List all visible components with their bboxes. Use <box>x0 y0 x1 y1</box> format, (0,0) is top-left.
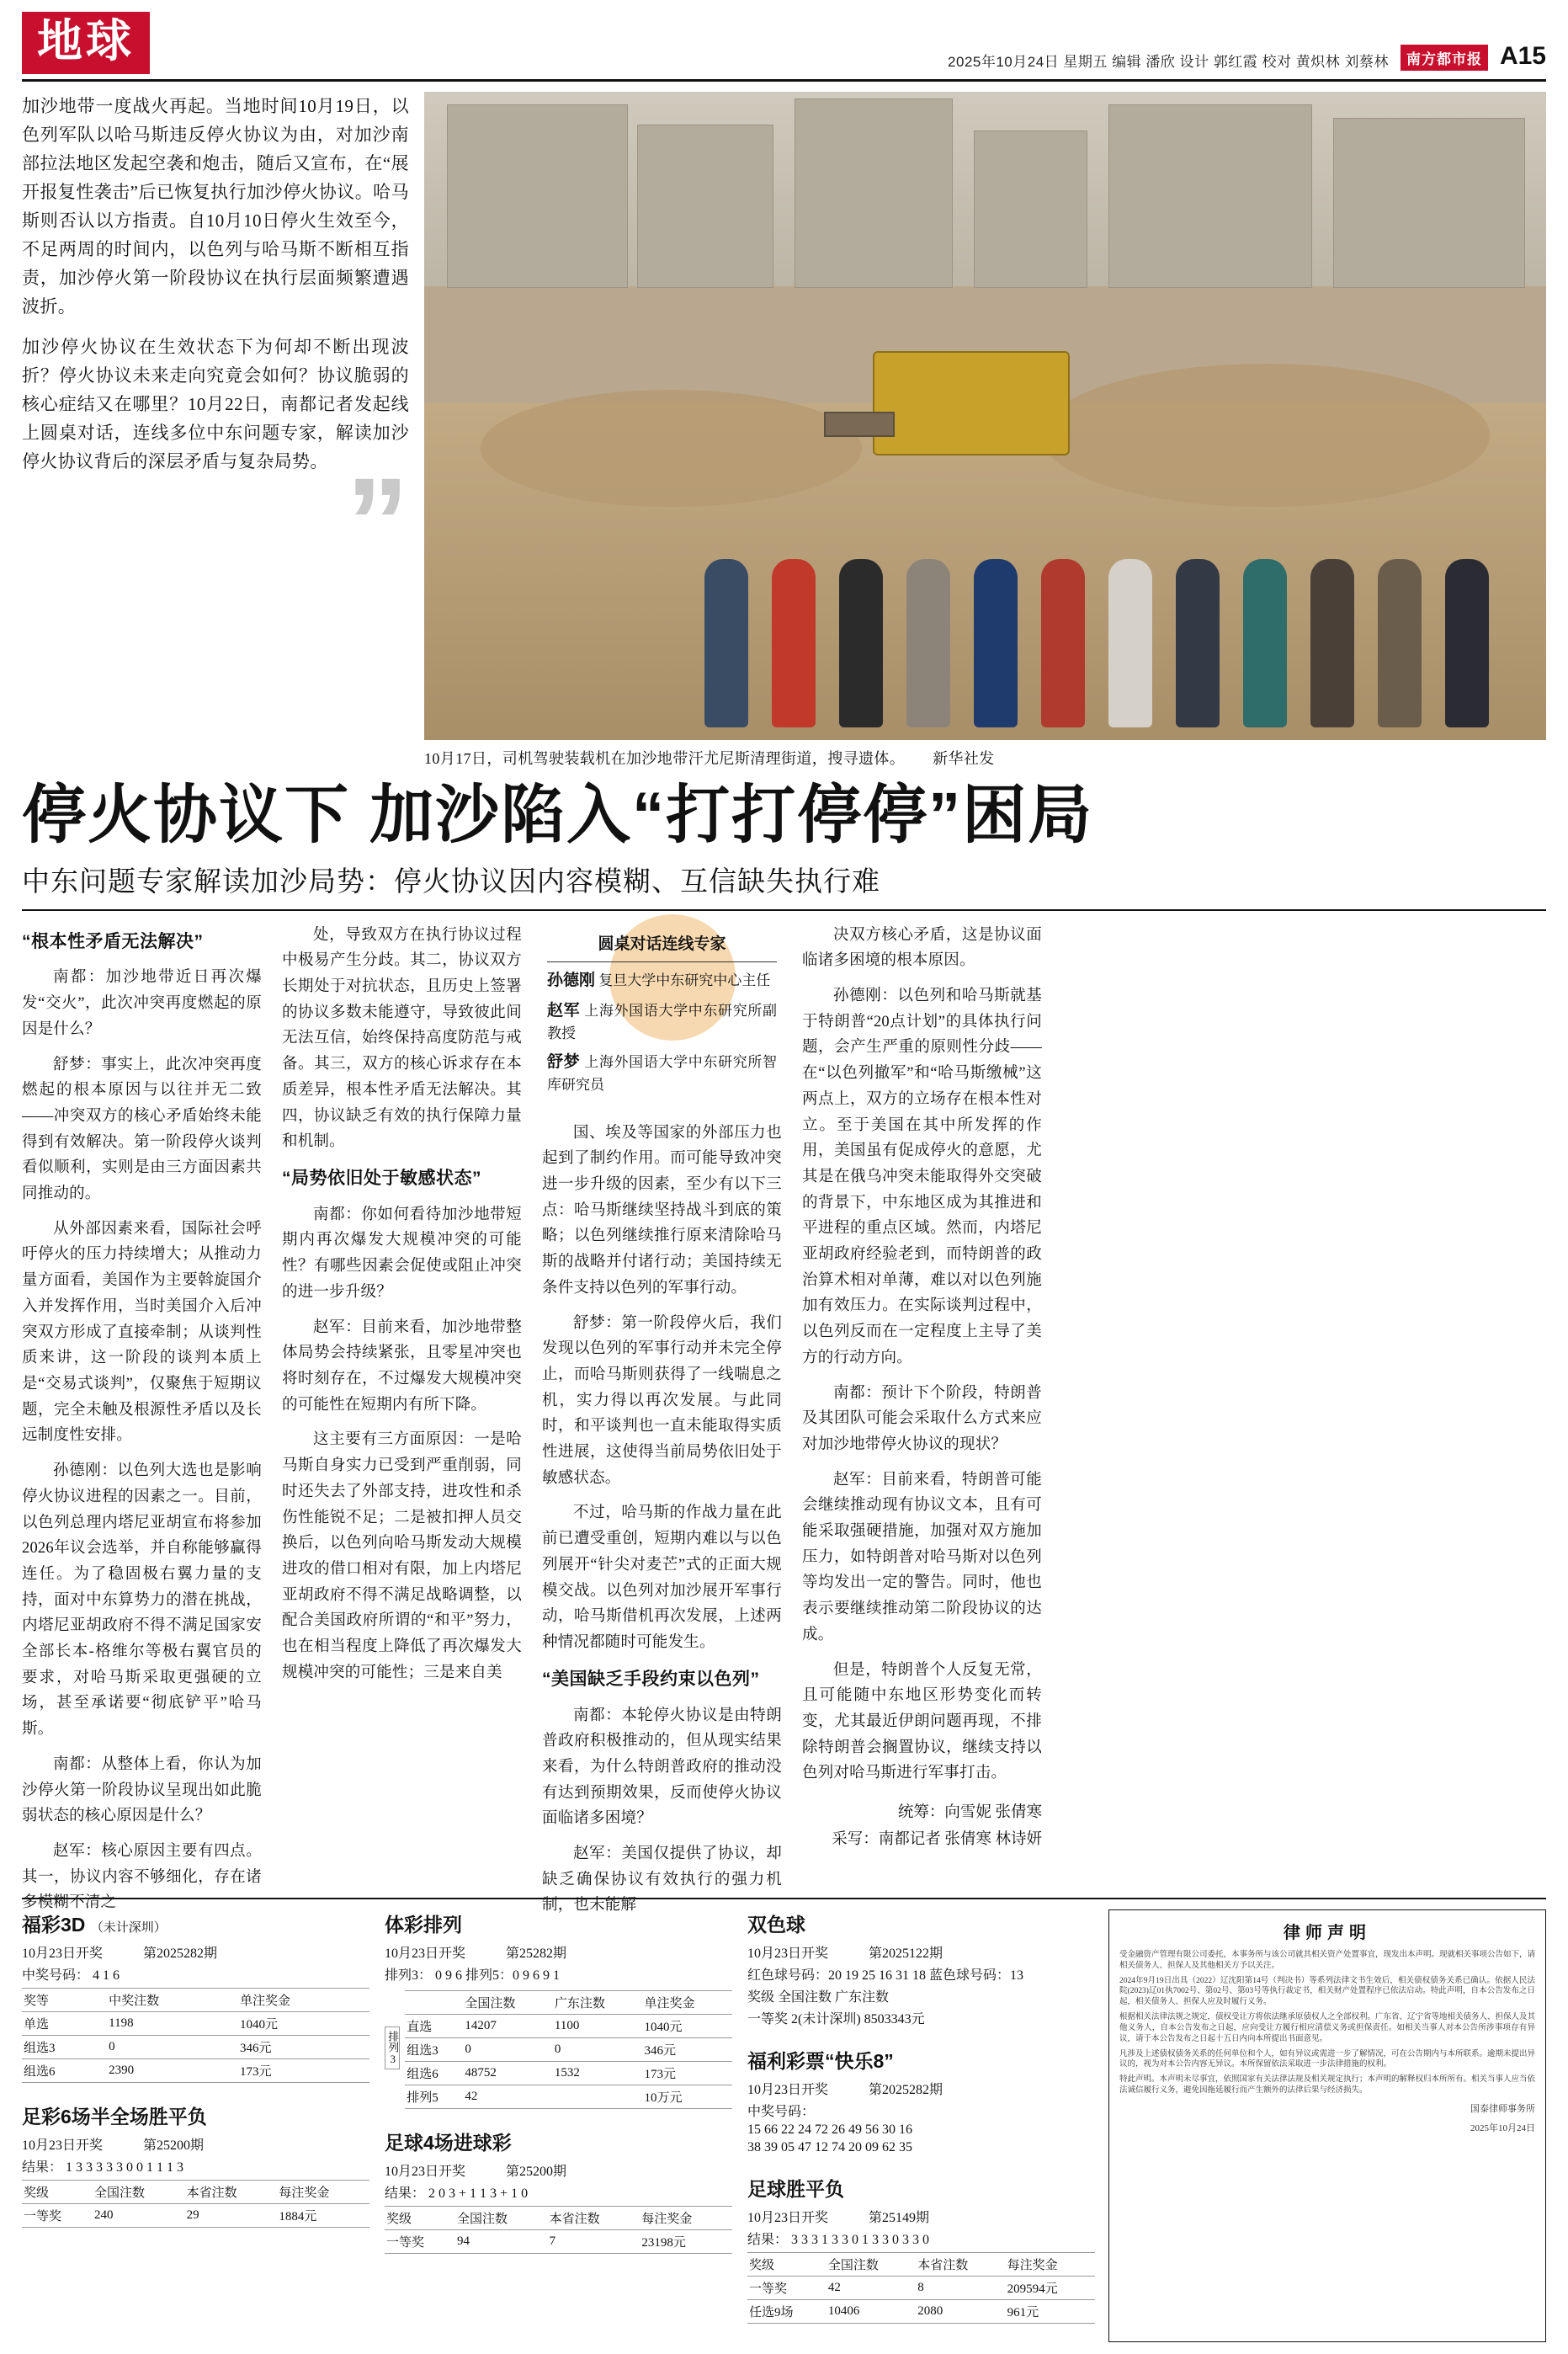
lottery-block <box>22 2101 369 2228</box>
column-header: 奖级 <box>385 2207 455 2230</box>
expert-entry <box>547 969 777 993</box>
section-heading-3: “美国缺乏手段约束以色列” <box>542 1669 760 1689</box>
prize-table <box>385 2206 732 2254</box>
lottery-draw-line <box>747 2207 1095 2226</box>
result-line: 38 39 05 47 12 74 20 09 62 35 <box>747 2140 912 2154</box>
paragraph: 赵军：目前来看，特朗普可能会继续推动现有协议文本，且有可能采取强硬措施，加强对双方施加压力，如特朗普对哈马斯对以色列等均发出一定的警告。同时，他也表示要继续推动第二阶段协议的达成。 <box>802 1471 1042 1643</box>
expert-name: 赵军 <box>547 1001 581 1020</box>
legal-body <box>1119 1950 1535 2134</box>
column-header: 每注奖金 <box>277 2181 369 2204</box>
news-photo <box>424 92 1546 740</box>
credit-line-2: 采写：南都记者 张倩寒 林诗妍 <box>832 1830 1042 1848</box>
page-subtitle: 中东问题专家解读加沙局势：停火协议因内容模糊、互信缺失执行难 <box>22 866 880 897</box>
issue-number: 第25282期 <box>506 1947 567 1961</box>
winning-numbers <box>385 1964 732 1984</box>
lottery-title <box>747 1909 1095 1937</box>
paragraph: 决双方核心矛盾，这是协议面临诸多困境的根本原因。 <box>802 926 1042 970</box>
lottery-draw-line <box>747 1942 1095 1962</box>
paragraph: 赵军：核心原因主要有四点。其一，协议内容不够细化，存在诸多模糊不清之 <box>22 1842 262 1912</box>
masthead-right <box>948 42 1546 74</box>
paragraph: 孙德刚：以色列和哈马斯就基于特朗普“20点计划”的具体执行问题，会产生严重的原则性分歧——在“以色列撤军”和“哈马斯缴械”这两点上，双方的立场存在根本性对立。至于美国在其中所发挥的作用，美国虽有促成停火的意愿，尤其是在俄乌冲突未能取得外交突破的背景下，中东地区成为其推进和平进程的重点区域。然而，内塔尼亚胡政府经验老到，而特朗普的政治算术相对单薄，难以对以色列施加有效压力。在实际谈判过程中，以色列反而在一定程度上主导了美方的行动方向。 <box>802 988 1042 1366</box>
bottom-zone <box>22 1898 1546 2342</box>
expert-title: 上海外国语大学中东研究所副教授 <box>547 1002 778 1042</box>
table-row: 单选 1198 1040元 <box>22 2012 369 2036</box>
lottery-name: 体彩排列 <box>385 1914 462 1936</box>
prize-table <box>22 1988 369 2083</box>
masthead-left <box>22 12 150 74</box>
lottery-block <box>747 1909 1095 2027</box>
credit-line-1: 统筹：向雪妮 张倩寒 <box>897 1804 1042 1822</box>
numbers-value: 4 1 6 <box>93 1968 120 1983</box>
draw-date: 10月23日开奖 <box>385 2165 466 2179</box>
photo-caption <box>424 747 1546 769</box>
article-column-3 <box>542 923 782 1929</box>
column-header: 中奖注数 <box>107 1989 238 2012</box>
lottery-name: 足彩6场半全场胜平负 <box>22 2106 207 2128</box>
numbers-value: 1 3 3 3 3 3 0 0 1 1 1 3 <box>66 2160 184 2175</box>
numbers-label: 中奖号码： <box>747 2105 816 2119</box>
paragraph: 从外部因素来看，国际社会呼吁停火的压力持续增大；从推动力量方面看，美国作为主要斡旋国介入并发挥作用，当时美国介入后冲突双方形成了直接牵制；从谈判性质来讲，这一阶段的谈判本质上是“交易式谈判”，仅聚焦于短期议题，完全未触及根源性矛盾以及长远制度性安排。 <box>22 1220 262 1445</box>
lottery-block <box>385 1909 732 2109</box>
column-header: 每注奖金 <box>1006 2253 1095 2277</box>
paragraph: 这主要有三方面原因：一是哈马斯自身实力已受到严重削弱，同时还失去了外部支持，进攻性和杀伤性能锐不足；二是被扣押人员交换后，以色列向哈马斯发动大规模进攻的借口相对有限，加上内塔尼亚胡政府不得不满足战略调整，以配合美国政府所谓的“和平”努力，也在相当程度上降低了再次爆发大规模冲突的可能性；三是来自美 <box>282 1431 522 1681</box>
lottery-note: （未计深圳） <box>90 1920 167 1935</box>
column-header: 奖级 <box>22 2181 93 2204</box>
table-row: 直选 14207 1100 1040元 <box>405 2015 732 2038</box>
paragraph: 舒梦：第一阶段停火后，我们发现以色列的军事行动并未完全停止，而哈马斯则获得了一线喘息之机，实力得以再次发展。与此同时，和平谈判也一直未能取得实质性进展，这使得当前局势依旧处于敏感状态。 <box>542 1314 782 1487</box>
top-zone <box>22 92 1546 769</box>
lottery-column-3 <box>747 1909 1095 2342</box>
legal-date: 2025年10月24日 <box>1470 2122 1535 2133</box>
paper-name: 南方都市报 <box>1401 45 1488 71</box>
issue-number: 第25200期 <box>506 2165 567 2179</box>
draw-date: 10月23日开奖 <box>747 2211 829 2225</box>
column-header: 本省注数 <box>548 2207 640 2230</box>
lead-paragraph-1: 加沙地带一度战火再起。当地时间10月19日，以色列军队以哈马斯违反停火协议为由，对加沙南部拉法地区发起空袭和炮击，随后又宣布，在“展开报复性袭击”后已恢复执行加沙停火协议。哈马斯则否认以方指责。自10月10日停火生效至今，不足两周的时间内，以色列与哈马斯不断相互指责，加沙停火第一阶段协议在执行层面频繁遭遇波折。 <box>22 96 409 317</box>
lottery-draw-line <box>22 2134 369 2154</box>
prize-table <box>22 2180 369 2228</box>
lottery-area <box>22 1909 1095 2342</box>
paragraph: 赵军：目前来看，加沙地带整体局势会持续紧张，且零星冲突也将时刻存在，不过爆发大规模冲突的可能性在短期内有所下降。 <box>282 1318 522 1414</box>
expert-entry <box>547 1051 777 1096</box>
column-header: 本省注数 <box>185 2181 278 2204</box>
lottery-name: 足球胜平负 <box>747 2178 844 2200</box>
lottery-name: 足球4场进球彩 <box>385 2132 512 2154</box>
section-heading-2: “局势依旧处于敏感状态” <box>282 1168 481 1188</box>
table-row: 组选6 2390 173元 <box>22 2059 369 2083</box>
winning-numbers <box>747 2229 1095 2248</box>
article-column-2 <box>282 923 522 1929</box>
issue-number: 第25200期 <box>143 2138 205 2153</box>
table-side-label: 排列3 <box>385 2026 400 2069</box>
column-header: 全国注数 <box>827 2253 916 2277</box>
photo-block <box>424 92 1546 769</box>
lottery-draw-line <box>747 2079 1095 2098</box>
expert-panel-title: 圆桌对话连线专家 <box>547 931 777 963</box>
byline-credits <box>802 1800 1042 1853</box>
article-column-1 <box>22 923 262 1929</box>
paragraph: 南都：本轮停火协议是由特朗普政府积极推动的，但从现实结果来看，为什么特朗普政府的推动没有达到预期效果，反而使停火协议面临诸多困境？ <box>542 1707 782 1828</box>
numbers-label: 中奖号码： <box>22 1968 90 1983</box>
lottery-block <box>747 2046 1095 2155</box>
lottery-title <box>22 2101 369 2129</box>
lottery-column-1 <box>22 1909 369 2342</box>
table-header-row <box>22 1989 369 2012</box>
legal-paragraph: 根据相关法律法规之规定，债权受让方将依法继承原债权人之全部权利。广东省、辽宁省等地相关债务人、担保人及其他义务人，自本公告发布之日起，应向受让方履行相应清偿义务或担保责任。如相关当事人对本公告所涉事项存有异议，请于本公告发布之日起十五日内向本所提出书面意见。 <box>1119 2013 1536 2043</box>
winning-numbers <box>22 1964 369 1984</box>
masthead-meta: 2025年10月24日 星期五 编辑 潘欣 设计 郭红霞 校对 黄炽林 刘蔡林 <box>948 54 1389 70</box>
paragraph: 国、埃及等国家的外部压力也起到了制约作用。而可能导致冲突进一步升级的因素，至少有以下三点：哈马斯继续坚持战斗到底的策略；以色列继续推行原来清除哈马斯的战略并付诸行动；美国持续无条件支持以色列的军事行动。 <box>542 1124 782 1297</box>
lottery-block <box>747 2174 1095 2324</box>
lottery-draw-line <box>385 2160 732 2180</box>
lottery-title <box>747 2046 1095 2074</box>
column-header: 每注奖金 <box>640 2207 732 2230</box>
page-title: 停火协议下 加沙陷入“打打停停”困局 <box>22 780 1094 851</box>
column-header: 单注奖金 <box>642 1991 732 2015</box>
paragraph: 赵军：美国仅提供了协议，却缺乏确保协议有效执行的强力机制，也未能解 <box>542 1845 782 1915</box>
lottery-title <box>747 2174 1095 2202</box>
table-row: 排列5 42 10万元 <box>405 2085 732 2109</box>
expert-panel <box>542 923 782 1112</box>
photo-caption-text: 10月17日，司机驾驶装载机在加沙地带汗尤尼斯清理街道，搜寻遗体。 <box>424 750 906 767</box>
lead-paragraph-2: 加沙停火协议在生效状态下为何却不断出现波折？停火协议未来走向究竟会如何？协议脆弱的核心症结又在哪里？10月22日，南都记者发起线上圆桌对话，连线多位中东问题专家，解读加沙停火协议背后的深层矛盾与复杂局势。 <box>22 337 409 472</box>
numbers-value: 2 0 3 + 1 1 3 + 1 0 <box>428 2186 529 2201</box>
legal-paragraph: 凡涉及上述债权债务关系的任何单位和个人，如有异议或需进一步了解情况，可在公告期内与本所联系。逾期未提出异议的，视为对本公告内容无异议。本所保留依法采取进一步法律措施的权利。 <box>1119 2049 1536 2069</box>
paragraph: 孙德刚：以色列大选也是影响停火协议进程的因素之一。目前，以色列总理内塔尼亚胡宣布将参加2026年议会选举，并自称能够赢得连任。为了稳固极右翼力量的支持，面对中东算势力的潜在挑战，内塔尼亚胡政府不得不满足国家安全部长本-格维尔等极右翼官员的要求，对哈马斯采取更强硬的立场，甚至承诺要“彻底铲平”哈马斯。 <box>22 1462 262 1739</box>
paragraph: 南都：你如何看待加沙地带短期内再次爆发大规模冲突的可能性？有哪些因素会促使或阻止冲突的进一步升级？ <box>282 1206 522 1301</box>
table-row: 一等奖 42 8 209594元 <box>747 2277 1095 2300</box>
article-columns <box>22 923 1546 1929</box>
issue-number: 第2025282期 <box>869 2083 943 2097</box>
draw-date: 10月23日开奖 <box>747 2083 829 2097</box>
lottery-draw-line <box>22 1942 369 1962</box>
table-row: 组选3 0 346元 <box>22 2036 369 2059</box>
expert-name: 舒梦 <box>547 1052 581 1071</box>
lottery-column-2 <box>385 1909 732 2342</box>
column-header <box>405 1991 463 2015</box>
lottery-block <box>22 1909 369 2083</box>
paragraph: 南都：预计下个阶段，特朗普及其团队可能会采取什么方式来应对加沙地带停火协议的现状？ <box>802 1384 1042 1453</box>
expert-entry <box>547 999 777 1045</box>
table-row: 组选3 0 0 346元 <box>405 2038 732 2062</box>
expert-title: 复旦大学中东研究中心主任 <box>598 972 771 989</box>
lottery-name: 双色球 <box>747 1914 805 1936</box>
numbers-value: 0 9 6 排列5：0 9 6 9 1 <box>435 1968 561 1983</box>
lottery-block <box>385 2128 732 2254</box>
table-row: 任选9场 10406 2080 961元 <box>747 2300 1095 2324</box>
section-logo: 地球 <box>22 12 150 74</box>
table-row: 一等奖 240 29 1884元 <box>22 2204 369 2228</box>
paragraph: 舒梦：事实上，此次冲突再度燃起的根本原因与以往并无二致——冲突双方的核心矛盾始终未能得到有效解决。第一阶段停火谈判看似顺利，实则是由三方面因素共同推动的。 <box>22 1056 262 1203</box>
table-header-row <box>747 2253 1095 2277</box>
table-row: 一等奖 94 7 23198元 <box>385 2230 732 2254</box>
result-line: 奖级 全国注数 广东注数 <box>747 1990 890 2005</box>
photo-source: 新华社发 <box>933 750 995 767</box>
result-line: 15 66 22 24 72 26 49 56 30 16 <box>747 2122 912 2137</box>
paragraph: 不过，哈马斯的作战力量在此前已遭受重创，短期内难以与以色列展开“针尖对麦芒”式的正面大规模交战。以色列对加沙展开军事行动，哈马斯借机再次发展，上述两种情况都随时可能发生。 <box>542 1505 782 1651</box>
divider <box>22 909 1546 911</box>
article-column-4 <box>802 923 1042 1929</box>
legal-notice <box>1108 1909 1546 2342</box>
paragraph: 处，导致双方在执行协议过程中极易产生分歧。其二，协议双方长期处于对抗状态，且历史上签署的协议多数未能遵守，导致彼此间无法互信，始终保持高度防范与戒备。其三，双方的核心诉求存在本质差异，根本性矛盾无法解决。其四，协议缺乏有效的执行保障力量和机制。 <box>282 926 522 1151</box>
prize-table <box>747 2252 1095 2324</box>
draw-date: 10月23日开奖 <box>22 1947 104 1961</box>
column-header: 奖等 <box>22 1989 107 2012</box>
column-header: 全国注数 <box>93 2181 185 2204</box>
result-line: 红色球号码：20 19 25 16 31 18 蓝色球号码：13 <box>747 1968 1024 1983</box>
column-header: 本省注数 <box>916 2253 1005 2277</box>
legal-title: 律师声明 <box>1284 1924 1371 1942</box>
table-header-row <box>385 2207 732 2230</box>
column-header: 全国注数 <box>455 2207 548 2230</box>
lottery-name: 福彩3D <box>22 1914 86 1936</box>
column-header: 奖级 <box>747 2253 827 2277</box>
numbers-label: 结果： <box>747 2233 789 2247</box>
masthead <box>22 12 1546 82</box>
result-line: 一等奖 2(未计深圳) 8503343元 <box>747 2012 925 2026</box>
column-header: 单注奖金 <box>238 1989 369 2012</box>
issue-number: 第25149期 <box>869 2211 930 2225</box>
legal-paragraph: 2024年9月19日出具（2022）辽沈阳第14号（判决书）等系列法律文书生效后，相关债权债务关系已确认。依据人民法院(2023)辽01执7002号、第02号、第03号等执行裁定书，相关财产处置程序已依法启动。特此声明，自本公告发布之日起，相关债务人、担保人应及时履行义务。 <box>1119 1976 1535 2007</box>
numbers-value: 3 3 3 1 3 3 0 1 3 3 0 3 3 0 <box>791 2233 930 2247</box>
lead-text <box>22 92 409 769</box>
lottery-title <box>22 1909 369 1937</box>
draw-date: 10月23日开奖 <box>385 1947 466 1961</box>
numbers-label: 结果： <box>385 2186 426 2201</box>
table-row: 组选6 48752 1532 173元 <box>405 2062 732 2085</box>
legal-paragraph: 受金融资产管理有限公司委托，本事务所与该公司就其相关资产处置事宜，现发出本声明。现就相关事项公告如下，请相关债务人、担保人及其他相关方予以关注。 <box>1119 1951 1536 1970</box>
numbers-label: 排列3： <box>385 1968 433 1983</box>
column-header: 全国注数 <box>463 1991 553 2015</box>
page-number: A15 <box>1499 42 1546 70</box>
issue-number: 第2025282期 <box>143 1947 218 1961</box>
lottery-title <box>385 2128 732 2155</box>
legal-paragraph: 特此声明。本声明未尽事宜，依照国家有关法律法规及相关规定执行；本声明的解释权归本所所有。相关当事人应当依法诚信履行义务，避免因拖延履行而产生额外的法律后果与经济损失。 <box>1119 2075 1536 2095</box>
section-heading-1: “根本性矛盾无法解决” <box>22 931 204 951</box>
issue-number: 第2025122期 <box>869 1947 943 1961</box>
legal-signature: 国泰律师事务所 <box>1470 2103 1535 2114</box>
table-header-row <box>22 2181 369 2204</box>
lottery-title <box>385 1909 732 1937</box>
draw-date: 10月23日开奖 <box>22 2138 104 2153</box>
column-header: 广东注数 <box>553 1991 643 2015</box>
table-header-row <box>405 1991 732 2015</box>
paragraph: 南都：从整体上看，你认为加沙停火第一阶段协议呈现出如此脆弱状态的核心原因是什么？ <box>22 1755 262 1825</box>
lottery-name: 福利彩票“快乐8” <box>747 2050 894 2072</box>
draw-date: 10月23日开奖 <box>747 1947 829 1961</box>
winning-numbers <box>385 2182 732 2202</box>
winning-numbers <box>22 2156 369 2176</box>
expert-name: 孙德刚 <box>547 972 596 990</box>
quote-mark-icon: ” <box>346 451 409 594</box>
expert-title: 上海外国语大学中东研究所智库研究员 <box>547 1053 778 1094</box>
lottery-draw-line <box>385 1942 732 1962</box>
numbers-label: 结果： <box>22 2160 63 2175</box>
paragraph: 南都：加沙地带近日再次爆发“交火”，此次冲突再度燃起的原因是什么？ <box>22 969 262 1038</box>
paragraph: 但是，特朗普个人反复无常，且可能随中东地区形势变化而转变，尤其最近伊朗问题再现，不排除特朗普会搁置协议，继续支持以色列对哈马斯进行军事打击。 <box>802 1661 1042 1782</box>
prize-table <box>405 1990 732 2109</box>
